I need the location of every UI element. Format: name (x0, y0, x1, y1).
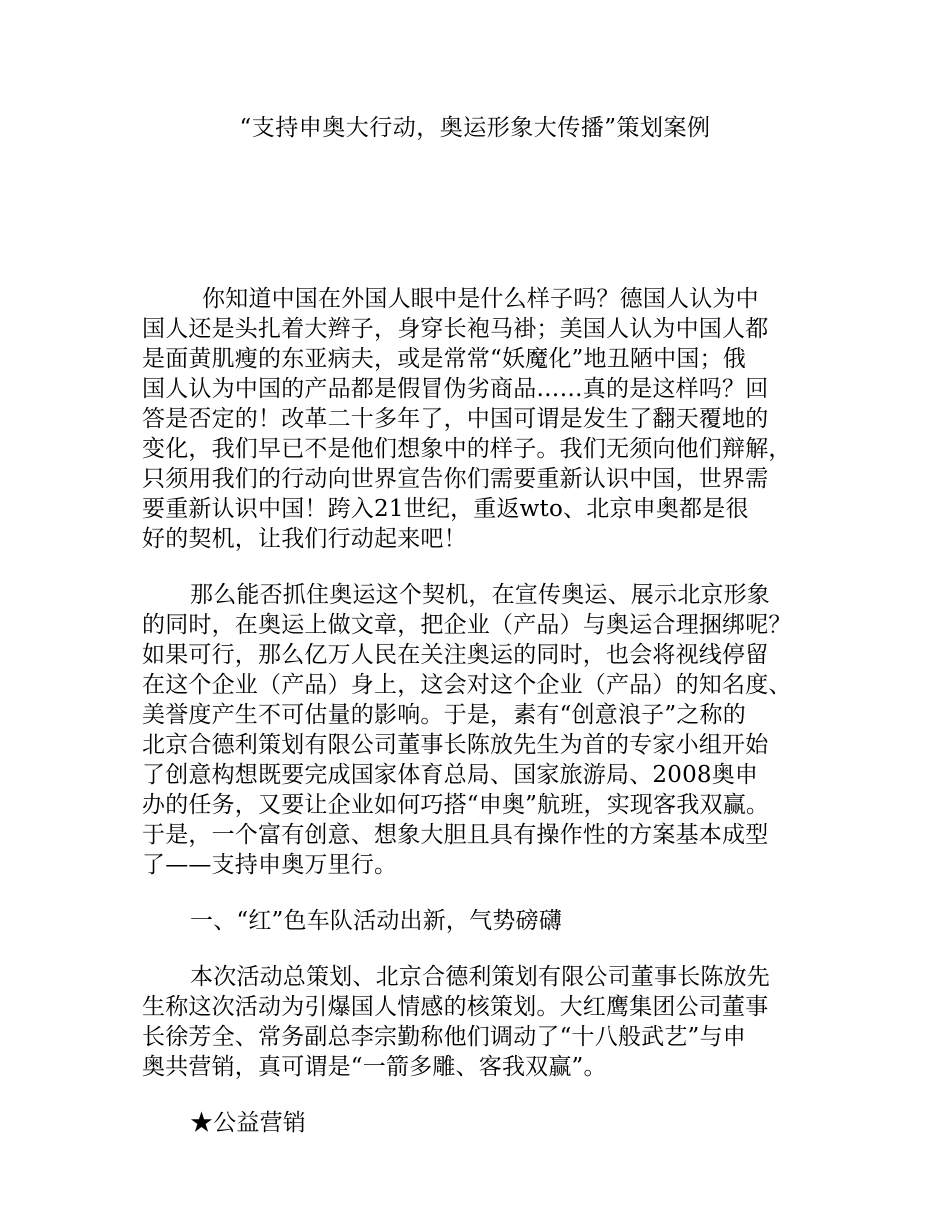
paragraph-1-line-4: 国人认为中国的产品都是假冒伪劣商品……真的是这样吗？回 (142, 376, 769, 402)
paragraph-4-line-2: 生称这次活动为引爆国人情感的核策划。大红鹰集团公司董事 (142, 994, 769, 1020)
paragraph-2-line-5: 美誉度产生不可估量的影响。于是，素有“创意浪子”之称的 (142, 702, 746, 728)
section-heading-1: 一、“红”色车队活动出新，气势磅礴 (190, 908, 562, 934)
paragraph-2-line-1: 那么能否抓住奥运这个契机，在宣传奥运、展示北京形象 (190, 582, 770, 608)
paragraph-4-line-3: 长徐芳全、常务副总李宗勤称他们调动了“十八般武艺”与申 (142, 1024, 746, 1050)
paragraph-2-line-4: 在这个企业（产品）身上，这会对这个企业（产品）的知名度、 (142, 672, 792, 698)
document-title: “支持申奥大行动，奥运形象大传播”策划案例 (239, 115, 711, 141)
paragraph-2-line-9: 于是，一个富有创意、想象大胆且具有操作性的方案基本成型 (142, 822, 769, 848)
paragraph-2-line-2: 的同时，在奥运上做文章，把企业（产品）与奥运合理捆绑呢？ (142, 612, 792, 638)
paragraph-4-line-4: 奥共营销，真可谓是“一箭多雕、客我双赢”。 (142, 1054, 607, 1080)
paragraph-1-line-5: 答是否定的！改革二十多年了，中国可谓是发生了翻天覆地的 (142, 406, 769, 432)
paragraph-2-line-8: 办的任务，又要让企业如何巧搭“申奥”航班，实现客我双赢。 (142, 792, 770, 818)
paragraph-2-line-3: 如果可行，那么亿万人民在关注奥运的同时，也会将视线停留 (142, 642, 769, 668)
paragraph-1-line-8: 要重新认识中国！跨入21世纪，重返wto、北京申奥都是很 (142, 496, 749, 522)
paragraph-1-line-7: 只须用我们的行动向世界宣告你们需要重新认识中国，世界需 (142, 466, 769, 492)
paragraph-1-line-3: 是面黄肌瘦的东亚病夫，或是常常“妖魔化”地丑陋中国；俄 (142, 346, 746, 372)
paragraph-2-line-10: 了——支持申奥万里行。 (142, 852, 398, 878)
paragraph-1-line-2: 国人还是头扎着大辫子，身穿长袍马褂；美国人认为中国人都 (142, 316, 769, 342)
paragraph-1-line-6: 变化，我们早已不是他们想象中的样子。我们无须向他们辩解， (142, 436, 792, 462)
paragraph-2-line-6: 北京合德利策划有限公司董事长陈放先生为首的专家小组开始 (142, 732, 769, 758)
paragraph-1-line-1: 你知道中国在外国人眼中是什么样子吗？德国人认为中 (202, 286, 759, 312)
paragraph-2-line-7: 了创意构想既要完成国家体育总局、国家旅游局、2008奥申 (142, 762, 759, 788)
subheading-public-welfare-marketing: ★公益营销 (190, 1110, 306, 1136)
paragraph-4-line-1: 本次活动总策划、北京合德利策划有限公司董事长陈放先 (190, 964, 770, 990)
paragraph-1-line-9: 好的契机，让我们行动起来吧！ (142, 526, 467, 552)
